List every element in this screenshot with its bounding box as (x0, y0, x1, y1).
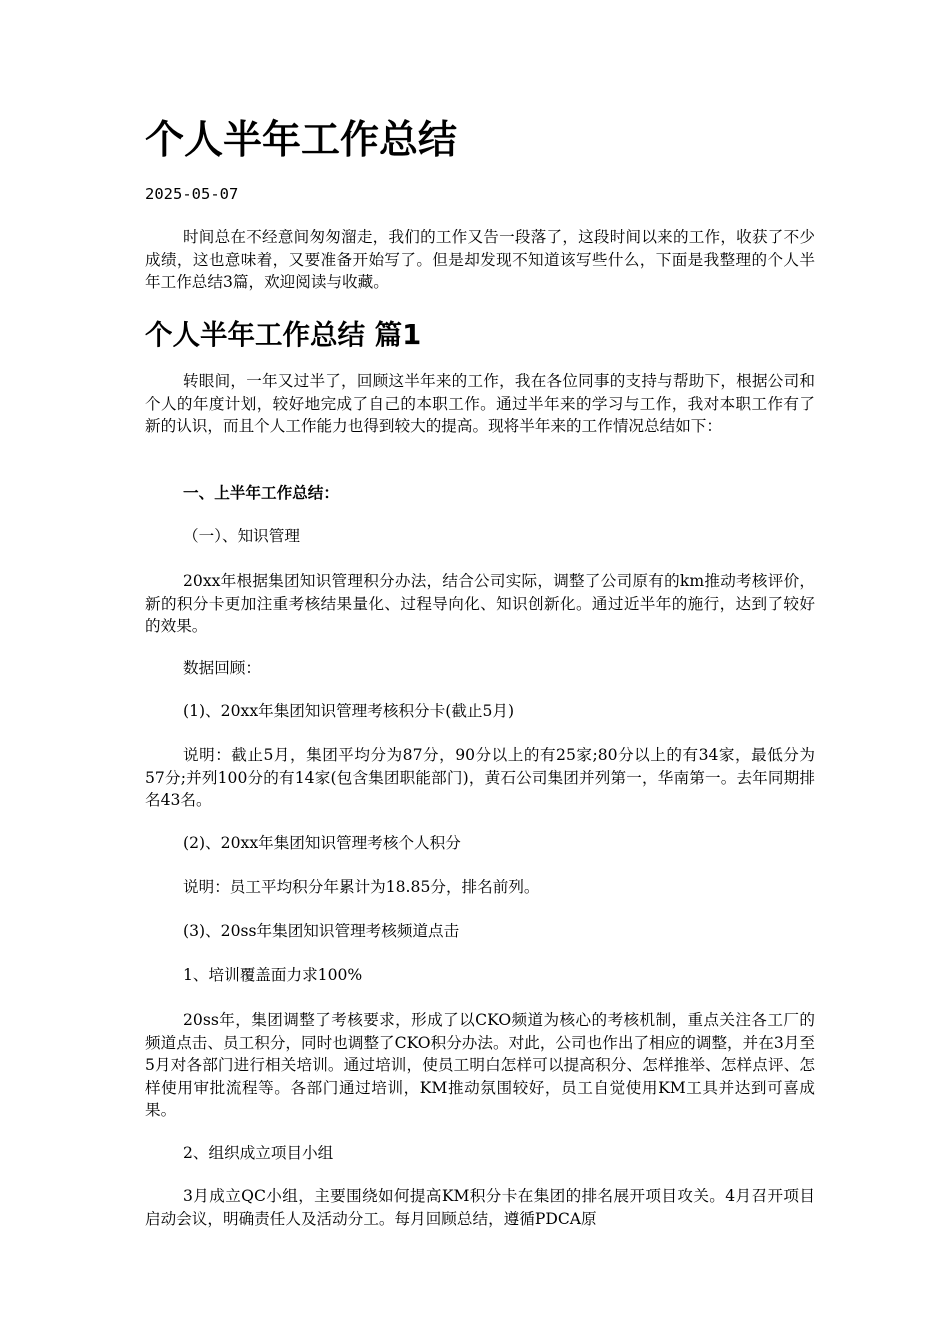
body-paragraph: (1)、20xx年集团知识管理考核积分卡(截止5月) (183, 702, 515, 720)
document-title: 个人半年工作总结 (145, 118, 458, 163)
body-paragraph: 1、培训覆盖面力求100% (183, 966, 363, 984)
subsection-heading: 一、上半年工作总结： (183, 484, 339, 502)
intro-paragraph: 时间总在不经意间匆匆溜走，我们的工作又告一段落了，这段时间以来的工作，收获了不少成绩，这也意味着，又要准备开始写了。但是却发现不知道该写些什么，下面是我整理的个人半年工作总结3篇，欢迎阅读与收藏。 (145, 228, 815, 291)
body-paragraph: 2、组织成立项目小组 (183, 1144, 334, 1162)
body-paragraph: (2)、20xx年集团知识管理考核个人积分 (183, 834, 461, 852)
body-paragraph: 3月成立QC小组，主要围绕如何提高KM积分卡在集团的排名展开项目攻关。4月召开项目启动会议，明确责任人及活动分工。每月回顾总结，遵循PDCA原 (145, 1187, 815, 1228)
body-paragraph: 转眼间，一年又过半了，回顾这半年来的工作，我在各位同事的支持与帮助下，根据公司和个人的年度计划，较好地完成了自己的本职工作。通过半年来的学习与工作，我对本职工作有了新的认识，而且个人工作能力也得到较大的提高。现将半年来的工作情况总结如下： (145, 372, 815, 435)
body-paragraph: 数据回顾： (183, 659, 261, 677)
body-paragraph: （一）、知识管理 (183, 527, 300, 545)
body-paragraph: 20xx年根据集团知识管理积分办法，结合公司实际，调整了公司原有的km推动考核评价，新的积分卡更加注重考核结果量化、过程导向化、知识创新化。通过近半年的施行，达到了较好的效果。 (145, 572, 815, 635)
section-heading: 个人半年工作总结 篇1 (145, 319, 422, 351)
body-paragraph: 说明：截止5月，集团平均分为87分，90分以上的有25家;80分以上的有34家，最低分为57分;并列100分的有14家(包含集团职能部门)，黄石公司集团并列第一，华南第一。去年同期排名43名。 (145, 746, 815, 809)
body-paragraph: 说明：员工平均积分年累计为18.85分，排名前列。 (183, 878, 540, 896)
publish-date: 2025-05-07 (145, 185, 239, 203)
body-paragraph: (3)、20ss年集团知识管理考核频道点击 (183, 922, 460, 940)
body-paragraph: 20ss年，集团调整了考核要求，形成了以CKO频道为核心的考核机制，重点关注各工厂的频道点击、员工积分，同时也调整了CKO积分办法。对此，公司也作出了相应的调整，并在3月至5月对各部门进行相关培训。通过培训，使员工明白怎样可以提高积分、怎样推举、怎样点评、怎样使用审批流程等。各部门通过培训，KM推动氛围较好，员工自觉使用KM工具并达到可喜成果。 (145, 1011, 815, 1119)
